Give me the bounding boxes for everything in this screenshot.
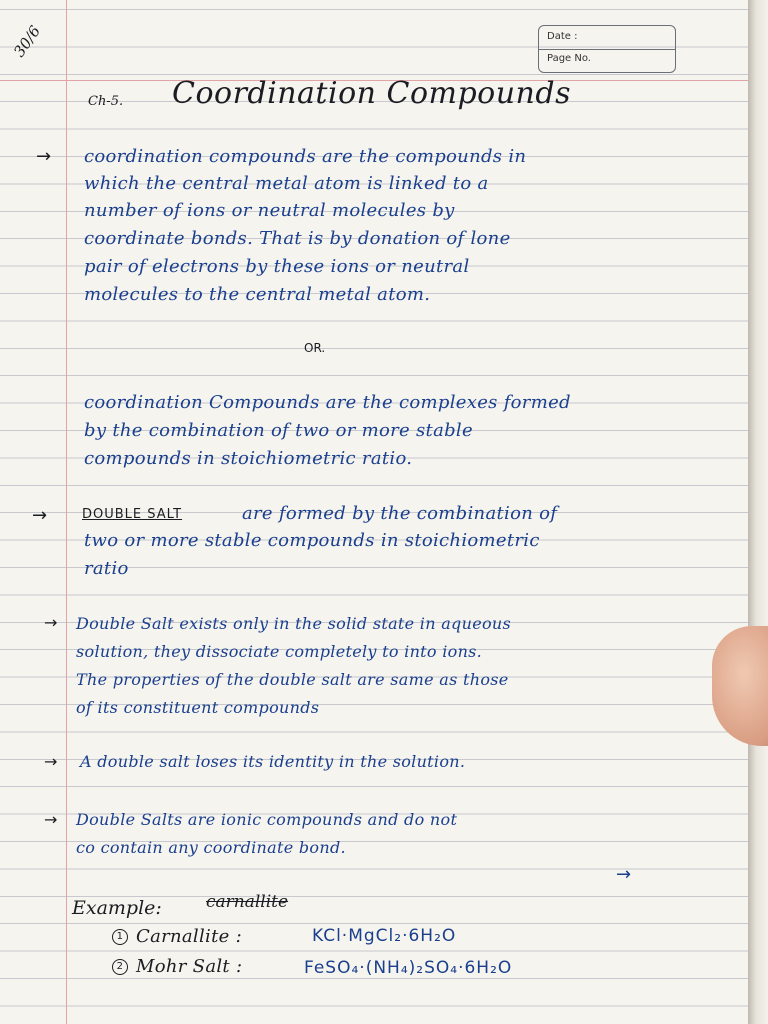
double-salt-line: are formed by the combination of bbox=[242, 503, 558, 524]
point2-line: A double salt loses its identity in the solution. bbox=[80, 752, 466, 771]
box-divider bbox=[539, 49, 675, 50]
date-page-box bbox=[538, 25, 676, 73]
def1-line: number of ions or neutral molecules by bbox=[84, 200, 455, 221]
margin-line bbox=[66, 0, 67, 1024]
page-edge bbox=[748, 0, 768, 1024]
item-name: Carnallite : bbox=[136, 926, 242, 947]
or-separator: OR. bbox=[304, 341, 326, 355]
def1-line: pair of electrons by these ions or neutral bbox=[84, 256, 470, 277]
double-salt-label: DOUBLE SALT bbox=[82, 507, 183, 522]
bullet-arrow-icon: → bbox=[32, 505, 48, 526]
example-item bbox=[112, 926, 242, 947]
point3-line: co contain any coordinate bond. bbox=[76, 838, 346, 857]
point1-line: Double Salt exists only in the solid state in aqueous bbox=[76, 614, 512, 633]
chapter-number: Ch-5. bbox=[88, 94, 124, 109]
point1-line: solution, they dissociate completely to into ions. bbox=[76, 642, 483, 661]
example-item bbox=[112, 956, 242, 977]
page-title: Coordination Compounds bbox=[172, 76, 571, 111]
bullet-arrow-icon: → bbox=[44, 810, 58, 829]
def1-line: coordination compounds are the compounds in bbox=[84, 146, 527, 167]
double-salt-line: ratio bbox=[84, 558, 129, 579]
example-label: Example: bbox=[72, 897, 162, 919]
def1-line: which the central metal atom is linked to a bbox=[84, 173, 489, 194]
double-salt-line: two or more stable compounds in stoichiometric bbox=[84, 530, 540, 551]
date-mark: 30/6 bbox=[10, 22, 45, 61]
bullet-arrow-icon: → bbox=[44, 613, 58, 632]
continue-arrow-icon: → bbox=[616, 864, 632, 885]
item-formula: FeSO₄·(NH₄)₂SO₄·6H₂O bbox=[304, 958, 513, 978]
point3-line: Double Salts are ionic compounds and do not bbox=[76, 810, 458, 829]
point1-line: The properties of the double salt are same as those bbox=[76, 670, 509, 689]
item-number: 1 bbox=[112, 929, 128, 945]
bullet-arrow-icon: → bbox=[36, 146, 52, 167]
struck-text: carnallite bbox=[206, 892, 289, 912]
date-label: Date : bbox=[547, 31, 578, 42]
def1-line: molecules to the central metal atom. bbox=[84, 284, 431, 305]
def2-line: coordination Compounds are the complexes formed bbox=[84, 392, 571, 413]
point1-line: of its constituent compounds bbox=[76, 698, 320, 717]
def1-line: coordinate bonds. That is by donation of lone bbox=[84, 228, 511, 249]
item-number: 2 bbox=[112, 959, 128, 975]
def2-line: compounds in stoichiometric ratio. bbox=[84, 448, 413, 469]
bullet-arrow-icon: → bbox=[44, 752, 58, 771]
def2-line: by the combination of two or more stable bbox=[84, 420, 473, 441]
item-formula: KCl·MgCl₂·6H₂O bbox=[312, 926, 457, 946]
page-no-label: Page No. bbox=[547, 53, 591, 64]
item-name: Mohr Salt : bbox=[136, 956, 243, 977]
